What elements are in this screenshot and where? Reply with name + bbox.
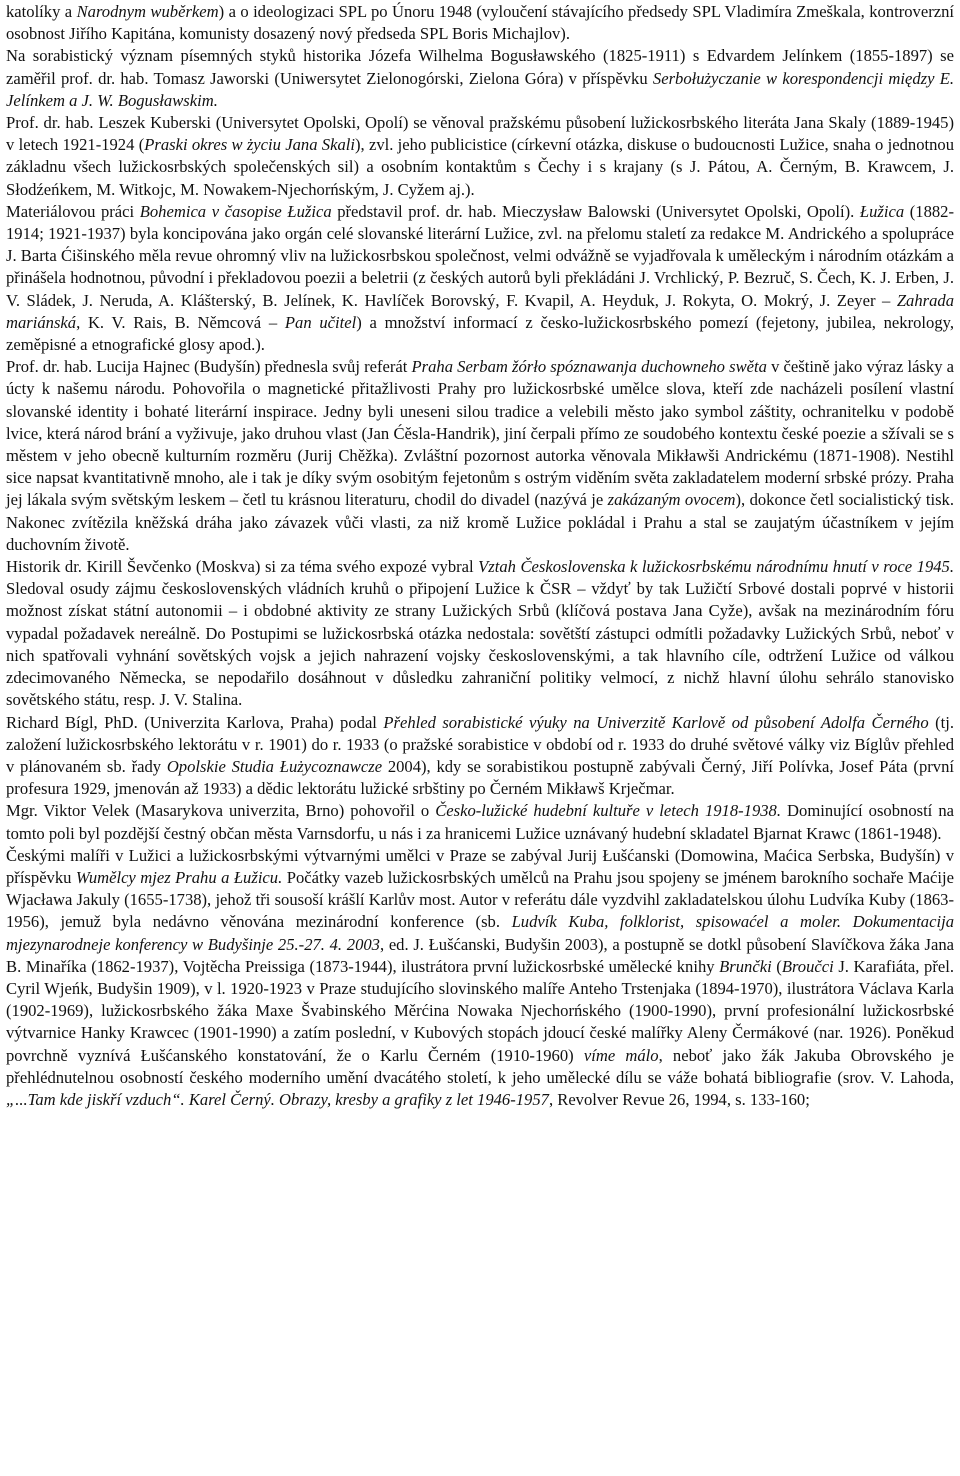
text-run: (1882-1914; 1921-1937) byla koncipována jako orgán celé slovanské literární Lužice, zvl. na přelomu staletí za redakce M. Andrického a spolupráce J. Barta Ćišinského měla revue ohromný vliv na lužickosrbskou společnost, velmi odvážně se vyjadřovala k uměleckým i národním otázkám a přinášela hodnotnou, původní i překladovou poezii a beletrii (z českých autorů byli překládáni J. Vrchlický, P. Bezruč, S. Čech, K. J. Erben, J. V. Sládek, J. Neruda, A. Klášterský, B. Jelínek, K. Havlíček Borovský, F. Kvapil, A. Heyduk, J. Rokyta, O. Mokrý, J. Zeyer – [6,201,954,310]
text-run: ), dokonce četl socialistický tisk. Nakonec zvítězila kněžská dráha jako závazek vůči vlasti, za niž kromě Lužice pokládal i Prahu a stal se zaujatým účastníkem v jejím duchovním životě. [6,490,954,554]
italic-text-run: Praha Serbam žórło spóznawanja duchowneho swěta [411,357,767,377]
text-run: , Revolver Revue 26, 1994, s. 133-160; [548,1089,810,1109]
text-run: ), zvl. jeho publicistice (církevní otázka, diskuse o budoucnosti Lužice, snaha o jednotnou základnu všech lužickosrbských společenských sil) a osobním kontaktům s Čechy i s krajany (s J. Pátou, A. Černým, B. Krawcem, J. Słodźeńkem, M. Witkojc, M. Nowakem-Njechorńským, J. Cyžem aj.). [6,135,954,199]
text-run: (tj. založení lužickosrbského lektorátu v r. 1901) do r. 1933 (o pražské sorabistice v období od r. 1933 do druhé světové války viz Bíglův přehled v plánovaném sb. řady [6,712,954,776]
text-run: Počátky vazeb lužickosrbských umělců na Prahu jsou spojeny se jménem barokního sochaře Maćije Wjacława Jakuly (1655-1738), jehož tři sousoší krášlí Karlův most. Autor v referátu dále vyzdvihl zakladatelskou úlohu Ludvíka Kuby (1863-1956), jemuž byla nedávno věnována mezinárodní konference (sb. [6,867,955,932]
text-run: Historik dr. Kirill Ševčenko (Moskva) si za téma svého expozé vybral [6,557,479,577]
italic-text-run: Wumělcy mjez Prahu a Łužicu. [75,867,283,887]
text-run: , neboť jako žák Jakuba Obrovského je přehlédnutelnou osobností českého moderního umění dvacátého století, k jeho umělecké dílu se váže bohatá bibliografie (srov. V. Lahoda, [6,1045,954,1087]
text-run: ) a množství informací z česko-lužickosrbského pomezí (fejetony, jubilea, nekrology, zeměpisné a etnografické glosy apod.). [6,312,954,355]
text-run: v češtině jako výraz lásky a úcty k našemu národu. Pohovořila o magnetické přitažlivosti Prahy pro lužickosrbské umělce slova, kteří zde nacházeli posílení vlastní slovanské identity i bohaté literární inspirace. Jedny byli uneseni silou tradice a velebili město jako symbol záštity, ochranitelku v podobě lvice, která národ brání a vyživuje, jako druhou vlast (Jan Ćěsla-Handrik), jiní čerpali přímo ze soudobého kontextu české poezie a sžívali se s městem v jeho obecně kulturním rozměru (Jurij Chěžka). Zvláštní pozornost autorka věnovala Mikławši Andrickému (1871-1908). Nestihl sice napsat kvantitativně mnoho, ale i tak je díky svým osobitým fejetonům s ostrým viděním světa zakladatelem moderní srbské prózy. Praha jej lákala svým světským leskem – četl tu krásnou literaturu, chodil do divadel (nazývá je [6,357,954,510]
paragraph [6,201,954,356]
paragraph [6,356,954,556]
text-run: představil prof. dr. hab. Mieczysław Balowski (Universytet Opolski, Opolí). [331,201,860,221]
text-run: ) a o ideologizaci SPL po Únoru 1948 (vyloučení stávajícího předsedy SPL Vladimíra Zmeškala, kontroverzní osobnost Jiřího Kapitána, komunisty dosazený nový předseda SPL Boris Michajlov). [6,2,954,44]
italic-text-run: Narodnym wuběrkem [76,2,219,21]
text-run: ( [771,956,782,976]
text-run: , K. V. Rais, B. Němcová – [76,312,285,332]
text-run: Materiálovou práci [6,201,140,221]
text-run: Sledoval osudy zájmu československých vládních kruhů o připojení Lužice k ČSR – vždyť by tak Lužičtí Srbové dostali poprvé v historii možnost získat státní autonomii – i obdobné aktivity ze strany Lužických Srbů (klíčová postava Jana Cyže), avšak na mezinárodním fóru vypadal požadavek nereálně. Do Postupimi se lužickosrbská otázka nedostala: sovětští zástupci odmítli požadavky Lužických Srbů, neboť v nich spatřovali vyhnání sovětských vojsk a jejich nahrazení vojsky československými, a tak hlavního cíle, odtržení Lužice od válkou zdecimovaného Německa, se nepodařilo dosáhnout v důsledku zahraniční politiky velmocí, z nichž hlavní úlohu sehrálo stanovisko sovětského státu, resp. J. V. Stalina. [6,579,954,710]
text-run: Na sorabistický význam písemných styků historika Józefa Wilhelma Bogusławského (1825-1911) s Edvardem Jelínkem (1855-1897) se zaměřil prof. dr. hab. Tomasz Jaworski (Uniwersytet Zielonogórski, Zielona Góra) v příspěvku [6,46,954,88]
italic-text-run: zakázaným ovocem [607,490,736,510]
paragraph [6,800,954,844]
paragraph [6,1,954,45]
text-run: Českými malíři v Lužici a lužickosrbskými výtvarnými umělci v Praze se zabýval Jurij Łušćanski (Domowina, Maćica Serbska, Budyšín) v příspěvku [6,845,954,887]
paragraph [6,845,954,1111]
text-run: , ed. J. Łušćanski, Budyšin 2003), a postupně se dotkl působení Slavíčkova žáka Jana B. Minaříka (1862-1937), Vojtěcha Preissiga (1873-1944), ilustrátora první lužickosrbské umělecké knihy [6,934,954,976]
italic-text-run: Broučci [781,956,834,976]
paragraph [6,712,954,801]
italic-text-run: Opolskie Studia Łużycoznawcze [166,756,383,776]
italic-text-run: Łužica [859,201,905,221]
italic-text-run: „...Tam kde jiskří vzduch“. Karel Černý. Obrazy, kresby a grafiky z let 1946-1957 [6,1089,549,1109]
paragraph [6,556,954,711]
italic-text-run: Zahrada mariánská [6,290,954,332]
text-run: katolíky a [6,2,77,21]
paragraph [6,112,954,201]
text-run: 2004), kdy se sorabistikou postupně zabývali Černý, Jiří Polívka, Josef Páta (první profesura 1929, jmenován až 1933) a dědic lektorátu lužické srbštiny po Černém Mikławš Krječmar. [6,756,954,799]
italic-text-run: Přehled sorabistické výuky na Univerzitě Karlově od působení Adolfa Černého [383,712,929,732]
italic-text-run: Serbołużyczanie w korespondencji między E. Jelínkem a J. W. Bogusławskim. [6,68,955,110]
text-run: Prof. dr. hab. Leszek Kuberski (Universytet Opolski, Opolí) se věnoval pražskému působení lužickosrbského literáta Jana Skaly (1889-1945) v letech 1921-1924 ( [6,113,954,155]
text-run: Prof. dr. hab. Lucija Hajnec (Budyšín) přednesla svůj referát [6,357,412,377]
italic-text-run: Česko-lužické hudební kultuře v letech 1918-1938. [435,801,782,821]
paragraph [6,45,954,112]
italic-text-run: Vztah Československa k lužickosrbskému národnímu hnutí v roce 1945. [478,557,954,577]
text-run: Richard Bígl, PhD. (Univerzita Karlova, Praha) podal [6,712,384,732]
text-run: Dominující osobností na tomto poli byl pozdější čestný občan města Varnsdorfu, u nás i za hranicemi Lužice uznávaný hudební skladatel Bjarnat Krawc (1861-1948). [6,801,954,843]
italic-text-run: Ludvík Kuba, folklorist, spisowaćel a moler. Dokumentacija mjezynarodneje konferency w Budyšinje 25.-27. 4. 2003 [6,912,954,954]
italic-text-run: Praski okres w życiu Jana Skali [144,135,355,155]
italic-text-run: Bohemica v časopise Łužica [139,201,332,221]
text-run: Mgr. Viktor Velek (Masarykova univerzita, Brno) pohovořil o [6,801,436,821]
document-body [6,1,954,1111]
italic-text-run: víme málo [583,1045,659,1065]
italic-text-run: Pan učitel [284,312,357,332]
text-run: J. Karafiáta, přel. Cyril Wjeńk, Budyšin 1909), v l. 1920-1923 v Praze studujícího slovinského malíře Anteho Trstenjaka (1894-1970), ilustrátora Václava Karla (1902-1969), lužickosrbského žáka Maxe Švabinského Měrćina Nowaka Njechorńského (1900-1990), první profesionální lužickosrbské výtvarnice Hanky Krawcec (1901-1990) a zatím poslední, v Kubových stopách jdoucí české malířky Aleny Čermákové (nar. 1926). Poněkud povrchně vyznívá Łušćanského konstatování, že o Karlu Černém (1910-1960) [6,956,954,1065]
italic-text-run: Brunčki [719,956,772,976]
